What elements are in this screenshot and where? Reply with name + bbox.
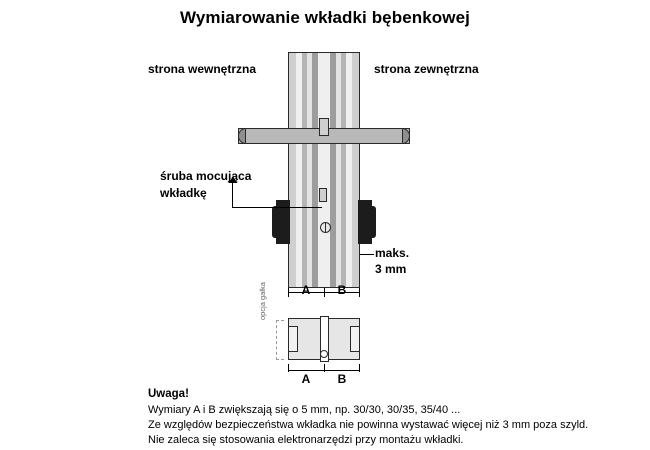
label-mounting-screw-line1: śruba mocująca xyxy=(160,169,252,183)
label-max-line2: 3 mm xyxy=(375,262,407,276)
dimension-b-top: B xyxy=(337,283,347,297)
dimension-b-bottom: B xyxy=(337,372,347,386)
dimension-a-top: A xyxy=(301,283,311,297)
dimension-a-bottom: A xyxy=(301,372,311,386)
note-title: Uwaga! xyxy=(148,388,189,400)
small-cylinder-tip-right xyxy=(350,326,360,352)
keyway-upper xyxy=(319,118,329,136)
dimension-tick xyxy=(324,364,325,372)
escutcheon-left-edge xyxy=(272,206,278,238)
label-outer-side: strona zewnętrzna xyxy=(374,62,479,76)
label-knob-option: opcja gałka xyxy=(258,282,267,320)
screw-leader-line xyxy=(232,207,322,208)
note-line: Wymiary A i B zwiększają się o 5 mm, np. 30/30, 30/35, 35/40 ... xyxy=(148,404,461,416)
mounting-screw-slot xyxy=(325,222,326,233)
body-stripe xyxy=(352,53,359,287)
dimension-tick xyxy=(288,364,289,372)
note-block xyxy=(148,388,618,448)
note-line: Nie zaleca się stosowania elektronarzędzi przy montażu wkładki. xyxy=(148,434,464,446)
small-cylinder-tip-left xyxy=(288,326,298,352)
body-stripe xyxy=(318,53,330,287)
label-max-protrusion xyxy=(375,245,409,277)
small-cylinder-screw xyxy=(320,350,328,358)
note-line: Ze względów bezpieczeństwa wkładka nie powinna wystawać więcej niż 3 mm poza szyld. xyxy=(148,419,589,431)
keyway-lower xyxy=(319,188,327,202)
body-stripe xyxy=(289,53,296,287)
max-leader-line xyxy=(360,254,374,255)
escutcheon-right-edge xyxy=(370,206,376,238)
label-mounting-screw xyxy=(160,168,290,202)
page-title: Wymiarowanie wkładki bębenkowej xyxy=(180,8,470,27)
label-max-line1: maks. xyxy=(375,246,410,260)
label-mounting-screw-line2: wkładkę xyxy=(160,186,207,200)
knob-option-bracket xyxy=(276,320,284,360)
dimension-tick xyxy=(359,364,360,372)
label-inner-side: strona wewnętrzna xyxy=(148,62,257,76)
